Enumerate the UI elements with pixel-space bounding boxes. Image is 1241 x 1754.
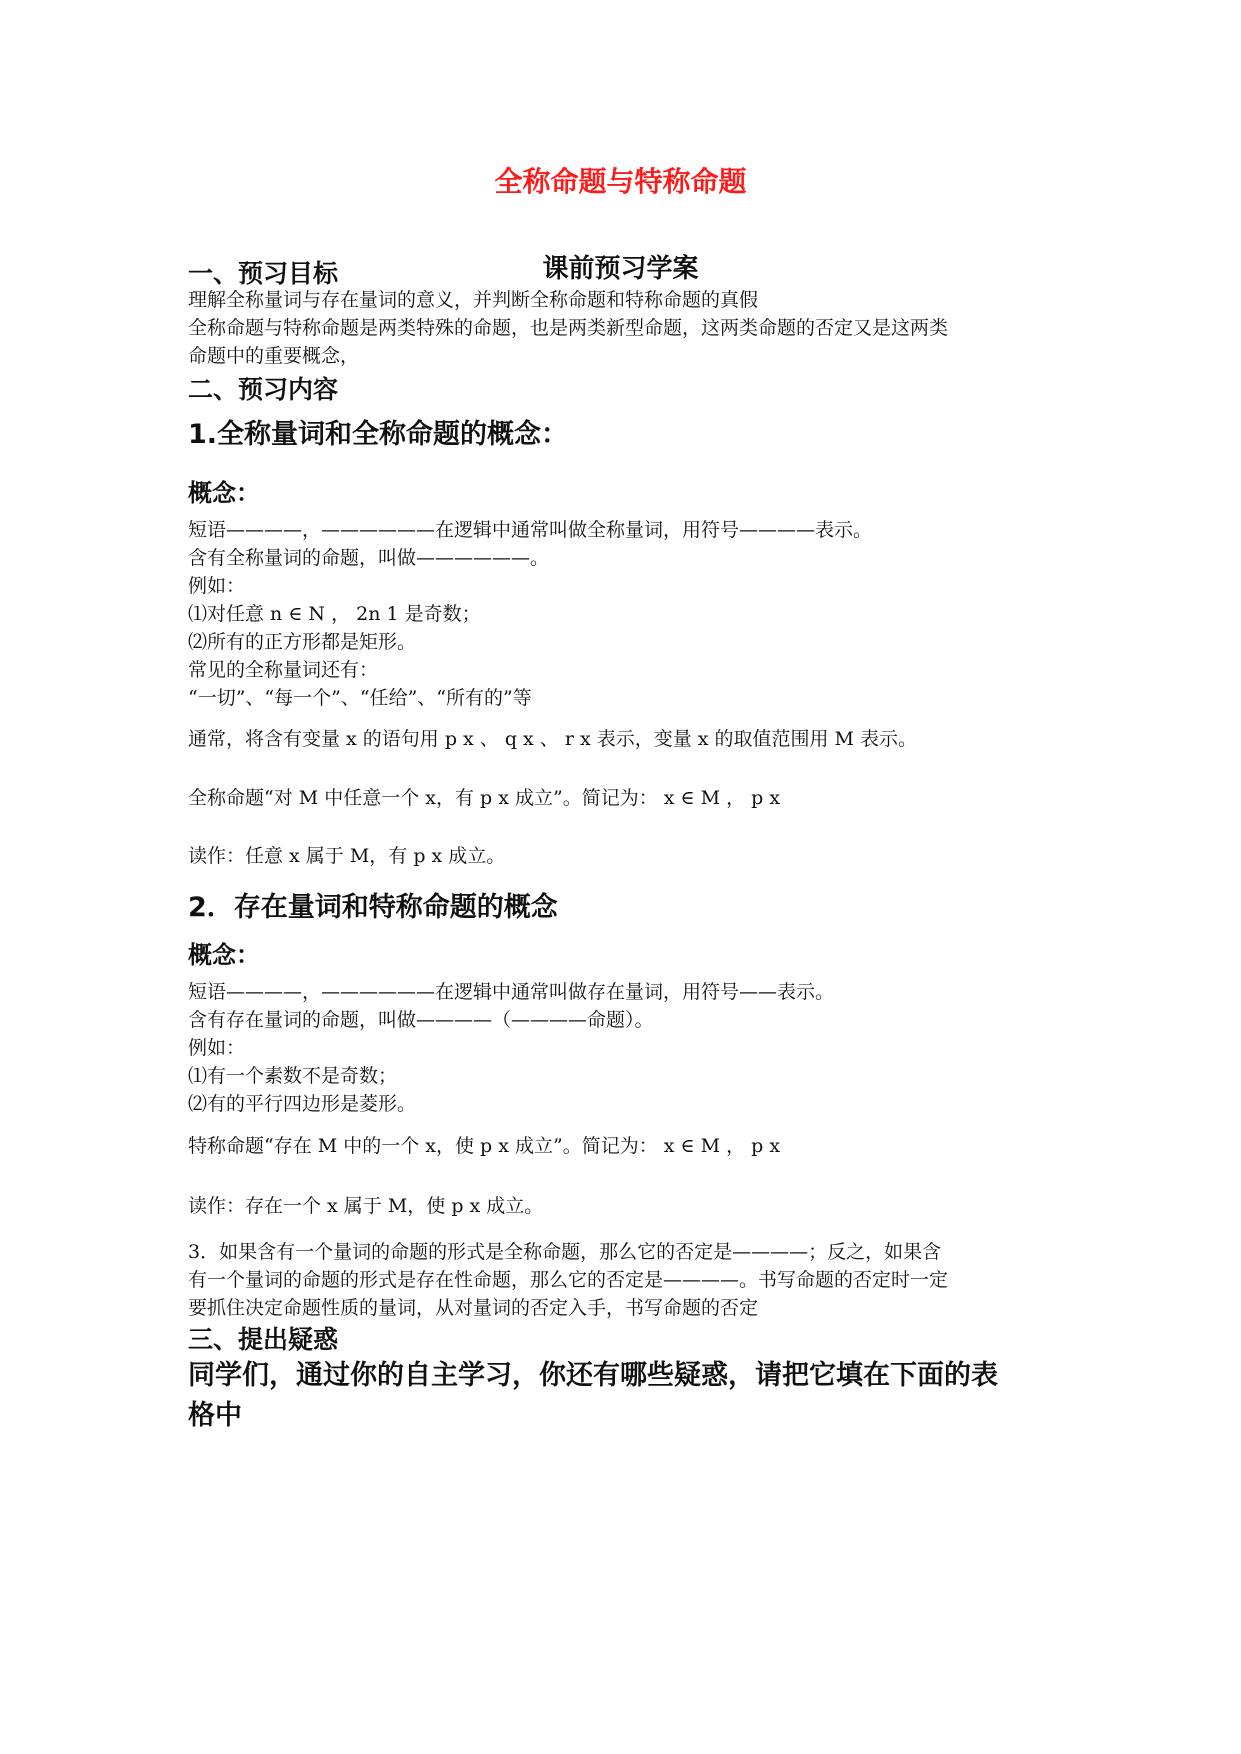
sub1-quantifiers: “一切”、“每一个”、“任给”、“所有的”等	[188, 687, 532, 709]
sub1-heading: 1.全称量词和全称命题的概念：	[188, 419, 569, 450]
section1-line2: 全称命题与特称命题是两类特殊的命题，也是两类新型命题，这两类命题的否定又是这两类	[188, 317, 949, 339]
section3-line1: 同学们，通过你的自主学习，你还有哪些疑惑，请把它填在下面的表	[188, 1360, 998, 1391]
sub2-example-1: ⑴有一个素数不是奇数；	[188, 1065, 398, 1087]
sub1-example-2: ⑵所有的正方形都是矩形。	[188, 631, 417, 653]
sub2-concept: 概念：	[188, 941, 260, 969]
sub1-line: 例如：	[188, 575, 246, 597]
section1-line1: 理解全称量词与存在量词的意义，并判断全称命题和特称命题的真假	[188, 289, 759, 311]
sub1-notation: 通常，将含有变量 x 的语句用 p x 、 q x 、 r x 表示，变量 x 的取值范围用 M 表示。	[188, 728, 918, 750]
sub2-reading: 读作：存在一个 x 属于 M，使 p x 成立。	[188, 1195, 544, 1217]
section1-line3: 命题中的重要概念，	[188, 345, 360, 367]
sub1-example-1: ⑴对任意 n ∈ N ， 2n 1 是奇数；	[188, 603, 481, 625]
section2-heading: 二、预习内容	[188, 375, 339, 404]
sub3-line1: 3．如果含有一个量词的命题的形式是全称命题，那么它的否定是————；反之，如果含	[188, 1241, 942, 1263]
sub1-line: 短语————，——————在逻辑中通常叫做全称量词，用符号————表示。	[188, 519, 873, 541]
sub3-line3: 要抓住决定命题性质的量词，从对量词的否定入手，书写命题的否定	[188, 1297, 759, 1319]
sub1-reading: 读作：任意 x 属于 M，有 p x 成立。	[188, 845, 506, 867]
sub1-line: 常见的全称量词还有：	[188, 659, 379, 681]
sub2-line: 例如：	[188, 1037, 246, 1059]
sub1-concept: 概念：	[188, 479, 260, 507]
sub2-line: 短语————，——————在逻辑中通常叫做存在量词，用符号——表示。	[188, 981, 835, 1003]
sub2-line: 含有存在量词的命题，叫做————（————命题）。	[188, 1009, 654, 1031]
sub2-example-2: ⑵有的平行四边形是菱形。	[188, 1093, 417, 1115]
sub1-statement: 全称命题“对 M 中任意一个 x，有 p x 成立”。简记为： x ∈ M ， p x	[188, 787, 781, 809]
sub2-heading: 2．存在量词和特称命题的概念	[188, 892, 558, 923]
sub1-line: 含有全称量词的命题，叫做——————。	[188, 547, 550, 569]
sub3-line2: 有一个量词的命题的形式是存在性命题，那么它的否定是————。书写命题的否定时一定	[188, 1269, 949, 1291]
document-title: 全称命题与特称命题	[494, 165, 747, 198]
section3-line2: 格中	[188, 1400, 242, 1431]
section1-heading: 一、预习目标	[188, 259, 339, 288]
document-subtitle: 课前预习学案	[542, 254, 699, 284]
section3-heading: 三、提出疑惑	[188, 1325, 339, 1354]
sub2-statement: 特称命题“存在 M 中的一个 x，使 p x 成立”。简记为： x ∈ M ， p x	[188, 1135, 781, 1157]
